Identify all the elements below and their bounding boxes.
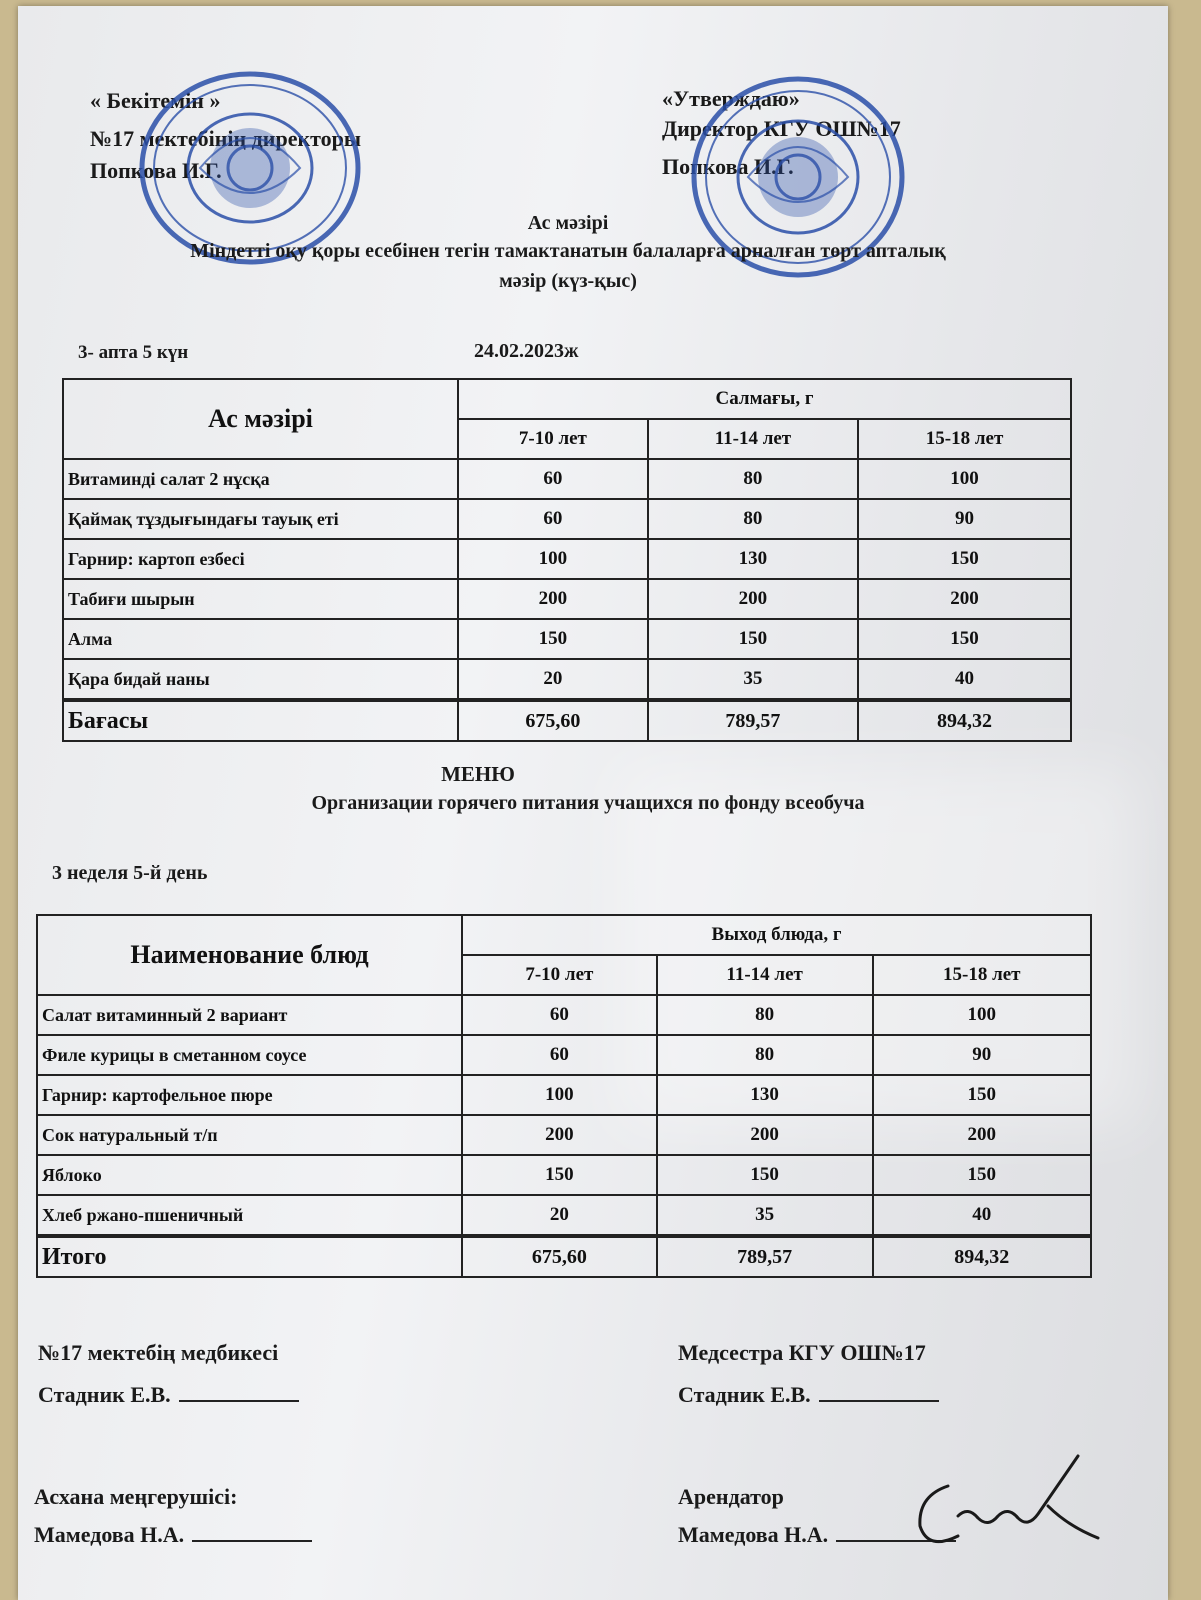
kz-price-15-18: 894,32: [858, 700, 1071, 741]
nurse-ru-name: Стадник Е.В.: [678, 1382, 811, 1407]
table-row: [63, 619, 1071, 659]
kz-menu-subtitle: Міндетті оқу қоры есебінен тегін тамактанатын балаларға арналған төрт апталық: [190, 240, 946, 262]
menu-sheet: [18, 6, 1168, 1600]
kz-age-7-10: 7-10 лет: [458, 419, 648, 459]
nurse-kz-title: №17 мектебің медбикесі: [38, 1340, 279, 1365]
ru-dish-weight: 20: [462, 1195, 657, 1236]
ru-dish-name: Яблоко: [37, 1155, 462, 1195]
kz-dish-weight: 20: [458, 659, 648, 700]
approve-ru-line2: Директор КГУ ОШ№17: [662, 116, 901, 141]
kz-dish-weight: 200: [458, 579, 648, 619]
kz-dish-weight: 150: [648, 619, 858, 659]
approve-kz-line2: №17 мектебінің директоры: [90, 126, 362, 151]
ru-menu-subtitle: Организации горячего питания учащихся по фонду всеобуча: [311, 792, 865, 814]
ru-total-11-14: 789,57: [657, 1236, 873, 1277]
ru-dish-name: Салат витаминный 2 вариант: [37, 995, 462, 1035]
ru-age-7-10: 7-10 лет: [462, 955, 657, 995]
kz-dish-weight: 90: [858, 499, 1071, 539]
table-row: [37, 1075, 1091, 1115]
ru-dish-weight: 60: [462, 995, 657, 1035]
kz-dish-weight: 100: [458, 539, 648, 579]
ru-dish-weight: 80: [657, 1035, 873, 1075]
ru-total-7-10: 675,60: [462, 1236, 657, 1277]
approve-ru-line3: Попкова И.Г.: [662, 154, 794, 179]
kz-dish-weight: 80: [648, 499, 858, 539]
kz-dish-header: Ас мәзірі: [63, 379, 458, 459]
ru-dish-weight: 40: [873, 1195, 1091, 1236]
kz-dish-weight: 40: [858, 659, 1071, 700]
kz-age-11-14: 11-14 лет: [648, 419, 858, 459]
kz-dish-weight: 35: [648, 659, 858, 700]
ru-age-15-18: 15-18 лет: [873, 955, 1091, 995]
kz-weight-header: Салмағы, г: [458, 379, 1071, 419]
handwritten-signature: [898, 1446, 1118, 1556]
cook-ru-title: Арендатор: [678, 1484, 784, 1509]
ru-week-day: 3 неделя 5-й день: [52, 862, 208, 884]
kz-menu-title: Ас мәзірі: [527, 212, 609, 234]
kz-dish-name: Табиғи шырын: [63, 579, 458, 619]
ru-dish-weight: 150: [873, 1155, 1091, 1195]
ru-dish-weight: 150: [657, 1155, 873, 1195]
ru-dish-weight: 130: [657, 1075, 873, 1115]
kz-dish-name: Витаминді салат 2 нұсқа: [63, 459, 458, 499]
signature-line: [819, 1400, 939, 1402]
ru-menu-title: МЕНЮ: [441, 762, 515, 786]
school-seal-left: [130, 68, 370, 268]
table-row: [63, 539, 1071, 579]
ru-dish-name: Гарнир: картофельное пюре: [37, 1075, 462, 1115]
ru-total-label: Итого: [37, 1236, 462, 1277]
kz-dish-weight: 150: [858, 539, 1071, 579]
table-row: [37, 1115, 1091, 1155]
kz-age-15-18: 15-18 лет: [858, 419, 1071, 459]
ru-dish-weight: 200: [657, 1115, 873, 1155]
kz-dish-name: Гарнир: картоп езбесі: [63, 539, 458, 579]
table-row: [63, 659, 1071, 700]
table-row: [37, 1195, 1091, 1236]
kz-dish-weight: 150: [458, 619, 648, 659]
ru-age-11-14: 11-14 лет: [657, 955, 873, 995]
kz-dish-weight: 200: [648, 579, 858, 619]
ru-dish-weight: 100: [462, 1075, 657, 1115]
ru-weight-header: Выход блюда, г: [462, 915, 1091, 955]
table-row: [37, 995, 1091, 1035]
ru-dish-weight: 150: [873, 1075, 1091, 1115]
nurse-kz-signature: [38, 1382, 299, 1408]
kz-menu-season: мәзір (күз-қыс): [499, 270, 637, 292]
table-row: [63, 459, 1071, 499]
kz-price-label: Бағасы: [63, 700, 458, 741]
ru-dish-weight: 90: [873, 1035, 1091, 1075]
kz-dish-weight: 100: [858, 459, 1071, 499]
kz-week-day: 3- апта 5 күн: [78, 342, 189, 363]
kz-date: 24.02.2023ж: [474, 340, 579, 362]
kz-dish-weight: 80: [648, 459, 858, 499]
cook-kz-signature: [34, 1522, 312, 1548]
kz-dish-name: Қаймақ тұздығындағы тауық еті: [63, 499, 458, 539]
ru-dish-weight: 200: [462, 1115, 657, 1155]
cook-ru-name: Мамедова Н.А.: [678, 1522, 829, 1547]
ru-dish-weight: 60: [462, 1035, 657, 1075]
ru-dish-header: Наименование блюд: [37, 915, 462, 995]
nurse-ru-signature: [678, 1382, 939, 1408]
kz-dish-name: Қара бидай наны: [63, 659, 458, 700]
table-row: [37, 1035, 1091, 1075]
nurse-kz-name: Стадник Е.В.: [38, 1382, 171, 1407]
table-row: [37, 1155, 1091, 1195]
kz-menu-table: [62, 378, 1072, 742]
approve-kz-line3: Попкова И.Г.: [90, 158, 222, 183]
signature-line: [179, 1400, 299, 1402]
kz-price-11-14: 789,57: [648, 700, 858, 741]
ru-menu-table: [36, 914, 1092, 1278]
nurse-ru-title: Медсестра КГУ ОШ№17: [678, 1340, 926, 1365]
approve-kz-line1: « Бекітемін »: [90, 88, 221, 113]
ru-total-15-18: 894,32: [873, 1236, 1091, 1277]
kz-dish-weight: 150: [858, 619, 1071, 659]
ru-dish-name: Сок натуральный т/п: [37, 1115, 462, 1155]
ru-dish-weight: 200: [873, 1115, 1091, 1155]
kz-price-7-10: 675,60: [458, 700, 648, 741]
ru-dish-weight: 35: [657, 1195, 873, 1236]
cook-kz-title: Асхана меңгерушісі:: [34, 1484, 238, 1509]
kz-dish-weight: 60: [458, 459, 648, 499]
ru-dish-weight: 100: [873, 995, 1091, 1035]
ru-dish-name: Хлеб ржано-пшеничный: [37, 1195, 462, 1236]
kz-dish-weight: 200: [858, 579, 1071, 619]
cook-kz-name: Мамедова Н.А.: [34, 1522, 185, 1547]
ru-dish-name: Филе курицы в сметанном соусе: [37, 1035, 462, 1075]
kz-dish-weight: 60: [458, 499, 648, 539]
kz-dish-weight: 130: [648, 539, 858, 579]
signature-line: [192, 1540, 312, 1542]
kz-dish-name: Алма: [63, 619, 458, 659]
approve-ru-line1: «Утверждаю»: [662, 86, 800, 111]
ru-dish-weight: 80: [657, 995, 873, 1035]
table-row: [63, 579, 1071, 619]
ru-dish-weight: 150: [462, 1155, 657, 1195]
table-row: [63, 499, 1071, 539]
